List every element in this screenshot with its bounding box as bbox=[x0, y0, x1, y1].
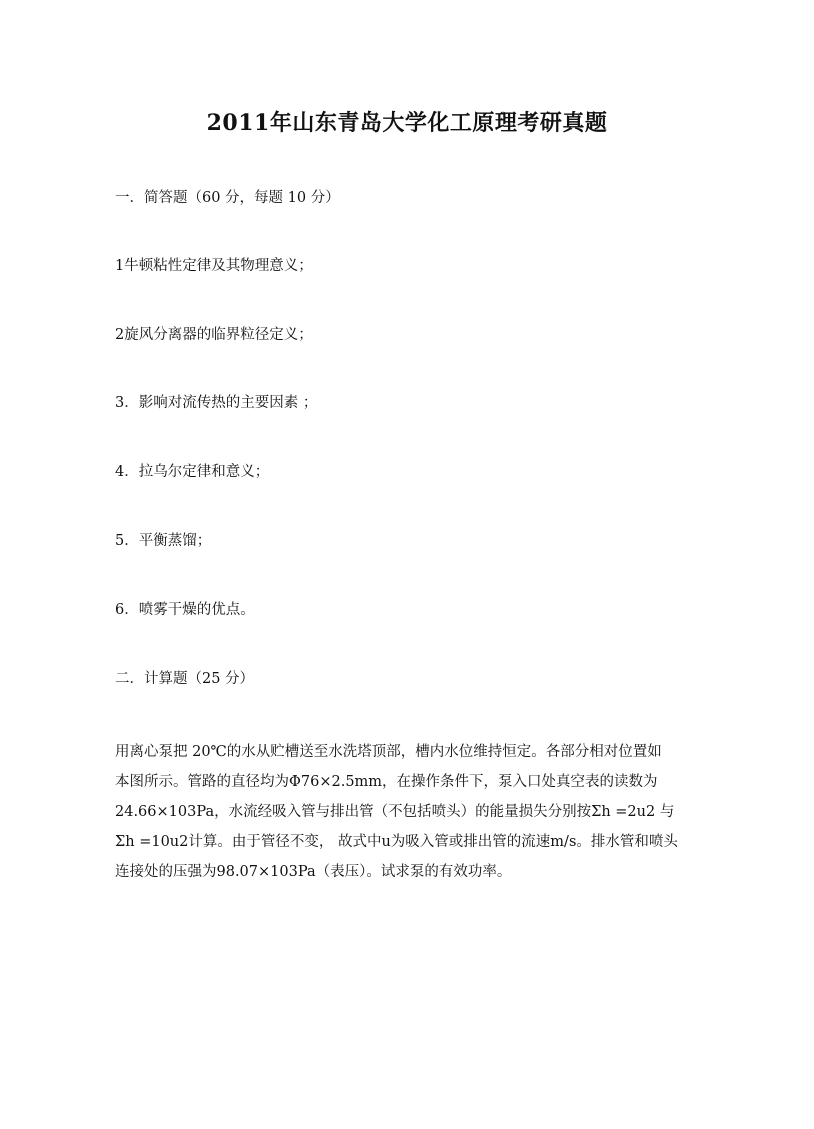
paragraph-line: 本图所示。管路的直径均为Φ76×2.5mm，在操作条件下，泵入口处真空表的读数为 bbox=[115, 774, 658, 790]
question-2: 2旋风分离器的临界粒径定义； bbox=[115, 327, 313, 343]
question-1: 1牛顿粘性定律及其物理意义； bbox=[115, 258, 313, 274]
paragraph-line: 连接处的压强为98.07×103Pa（表压）。试求泵的有效功率。 bbox=[115, 864, 512, 880]
paragraph-line: 24.66×103Pa，水流经吸入管与排出管（不包括喷头）的能量损失分别按Σh =2u2 与 bbox=[115, 804, 675, 820]
question-5: 5．平衡蒸馏； bbox=[115, 533, 212, 549]
question-3: 3．影响对流传热的主要因素 ； bbox=[115, 395, 318, 411]
paragraph-line: Σh =10u2计算。由于管径不变， 故式中u为吸入管或排出管的流速m/s。排水管和喷头 bbox=[115, 834, 678, 850]
section-2-heading: 二．计算题（25 分） bbox=[115, 671, 255, 687]
paragraph-line: 用离心泵把 20℃的水从贮槽送至水洗塔顶部，槽内水位维持恒定。各部分相对位置如 bbox=[115, 744, 662, 760]
question-4: 4．拉乌尔定律和意义； bbox=[115, 464, 270, 480]
question-6: 6．喷雾干燥的优点。 bbox=[115, 602, 255, 618]
document-title: 2011年山东青岛大学化工原理考研真题 bbox=[206, 110, 608, 136]
section-1-heading: 一．简答题（60 分，每题 10 分） bbox=[115, 190, 340, 206]
calculation-problem-paragraph bbox=[115, 737, 705, 887]
